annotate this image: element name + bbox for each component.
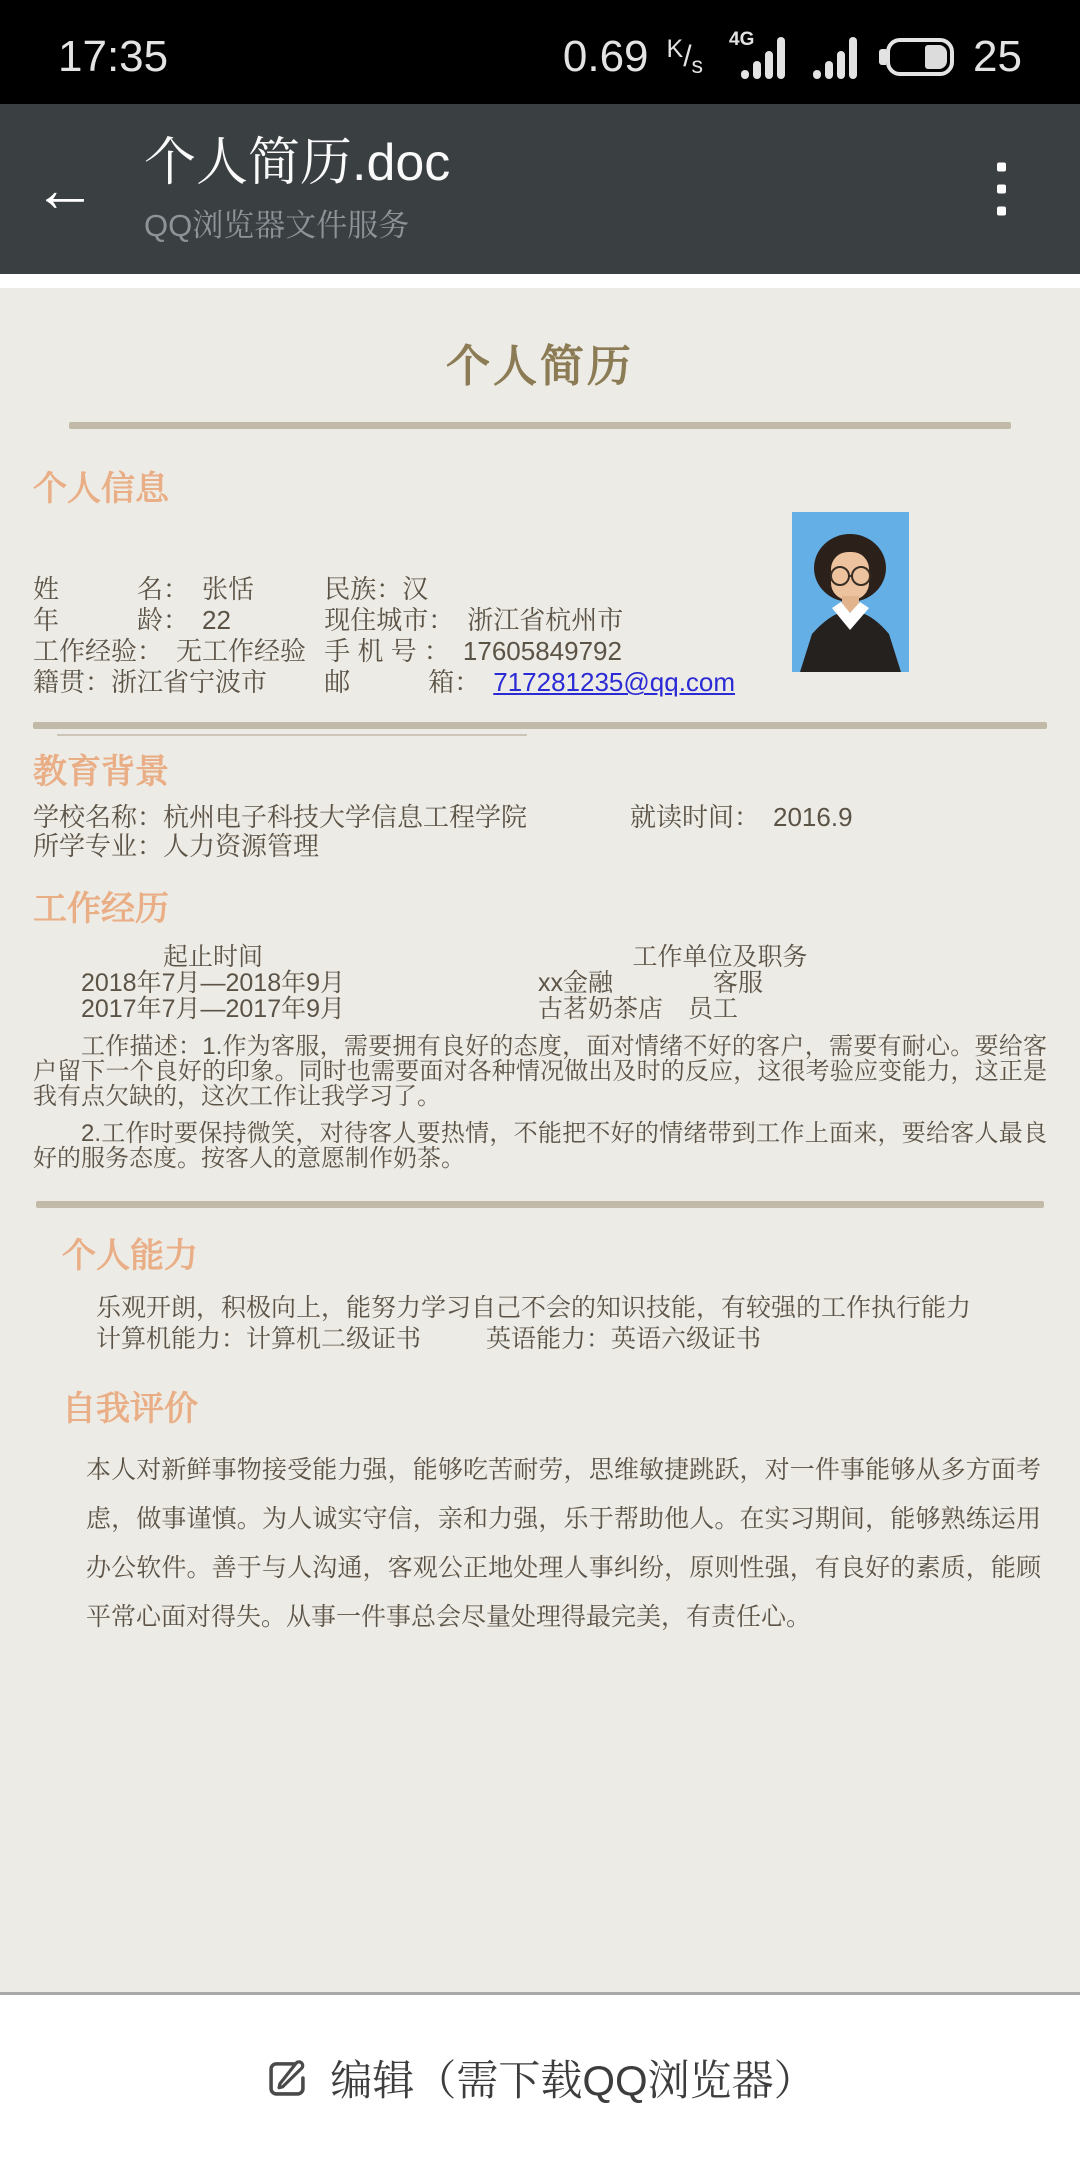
email-link[interactable]: 717281235@qq.com bbox=[493, 667, 736, 697]
section-heading-work: 工作经历 bbox=[33, 890, 169, 928]
header-separator bbox=[0, 274, 1080, 288]
resume-title: 个人简历 bbox=[446, 342, 634, 391]
column-header-period: 起止时间 bbox=[162, 943, 263, 971]
school-name: 学校名称：杭州电子科技大学信息工程学院 bbox=[33, 802, 528, 832]
enroll-time: 就读时间： 2016.9 bbox=[630, 802, 853, 832]
status-right-cluster bbox=[562, 29, 1022, 82]
english-ability: 英语能力：英语六级证书 bbox=[486, 1325, 762, 1353]
edit-bar-label: 编辑（需下载QQ浏览器） bbox=[330, 2056, 816, 2104]
signal-4g-icon: 4G bbox=[729, 33, 785, 81]
network-speed-unit: K / s bbox=[666, 34, 704, 78]
computer-ability: 计算机能力：计算机二级证书 bbox=[96, 1325, 422, 1353]
work-table-header bbox=[33, 944, 1047, 970]
ability-certs bbox=[96, 1324, 1047, 1355]
section-heading-education: 教育背景 bbox=[33, 753, 169, 791]
network-speed: 0.69 bbox=[562, 32, 649, 81]
battery-percent: 25 bbox=[973, 32, 1022, 81]
work-divider bbox=[36, 1201, 1044, 1208]
personal-info-block bbox=[33, 574, 1047, 698]
section-heading-ability: 个人能力 bbox=[62, 1237, 198, 1275]
work-description-2: 2.工作时要保持微笑，对待客人要热情，不能把不好的情绪带到工作上面来，要给客人最良好的服务态度。按客人的意愿制作奶茶。 bbox=[33, 1120, 1047, 1172]
file-subtitle: QQ浏览器文件服务 bbox=[144, 207, 410, 243]
info-row: 籍贯：浙江省宁波市 邮 箱： 717281235@qq.com bbox=[33, 667, 736, 697]
edit-bar-button[interactable] bbox=[0, 1992, 1080, 2160]
work-description-1: 工作描述：1.作为客服，需要拥有良好的态度，面对情绪不好的客户，需要有耐心。要给客户留下一个良好的印象。同时也需要面对各种情况做出及时的反应，这很考验应变能力，这正是我有点欠缺的，这次工作让我学习了。 bbox=[33, 1033, 1047, 1110]
overflow-menu-button[interactable] bbox=[987, 153, 1016, 226]
education-block bbox=[33, 803, 1047, 861]
back-arrow-icon: ← bbox=[33, 153, 97, 225]
app-header bbox=[0, 104, 1080, 274]
ability-line: 乐观开朗，积极向上，能努力学习自己不会的知识技能，有较强的工作执行能力 bbox=[96, 1294, 972, 1322]
info-row: 姓 名： 张恬 民族：汉 bbox=[33, 574, 429, 604]
header-titles bbox=[144, 134, 450, 245]
education-row bbox=[33, 803, 1047, 832]
work-row: 2017年7月—2017年9月 古茗奶茶店 员工 bbox=[80, 995, 739, 1023]
file-title: 个人简历.doc bbox=[144, 133, 451, 192]
info-row: 工作经验： 无工作经验 手 机 号 ： 17605849792 bbox=[33, 636, 622, 666]
edit-pencil-icon bbox=[264, 2055, 310, 2101]
menu-dots-icon bbox=[997, 163, 1006, 172]
info-divider bbox=[33, 722, 1047, 736]
ability-block bbox=[96, 1293, 1047, 1355]
work-table bbox=[33, 944, 1047, 1022]
status-bar bbox=[0, 0, 1080, 104]
document-preview bbox=[0, 288, 1080, 1992]
work-row: 2018年7月—2018年9月 xx金融 客服 bbox=[80, 969, 764, 997]
signal-icon bbox=[811, 33, 857, 81]
section-heading-self-evaluation: 自我评价 bbox=[62, 1390, 198, 1428]
self-evaluation-text: 本人对新鲜事物接受能力强，能够吃苦耐劳，思维敏捷跳跃，对一件事能够从多方面考虑，做事谨慎。为人诚实守信，亲和力强，乐于帮助他人。在实习期间，能够熟练运用办公软件。善于与人沟通，客观公正地处理人事纠纷，原则性强，有良好的素质，能顾平常心面对得失。从事一件事总会尽量处理得最完美，有责任心。 bbox=[86, 1456, 1041, 1631]
info-row: 年 龄： 22 现住城市： 浙江省杭州市 bbox=[33, 605, 624, 635]
id-photo bbox=[792, 512, 909, 672]
clock: 17:35 bbox=[58, 32, 169, 81]
title-divider bbox=[69, 422, 1011, 429]
battery-icon bbox=[879, 38, 957, 76]
section-heading-personal-info: 个人信息 bbox=[33, 470, 169, 508]
major: 所学专业：人力资源管理 bbox=[33, 831, 320, 861]
column-header-unit-role: 工作单位及职务 bbox=[632, 943, 808, 971]
back-button[interactable] bbox=[0, 153, 130, 225]
